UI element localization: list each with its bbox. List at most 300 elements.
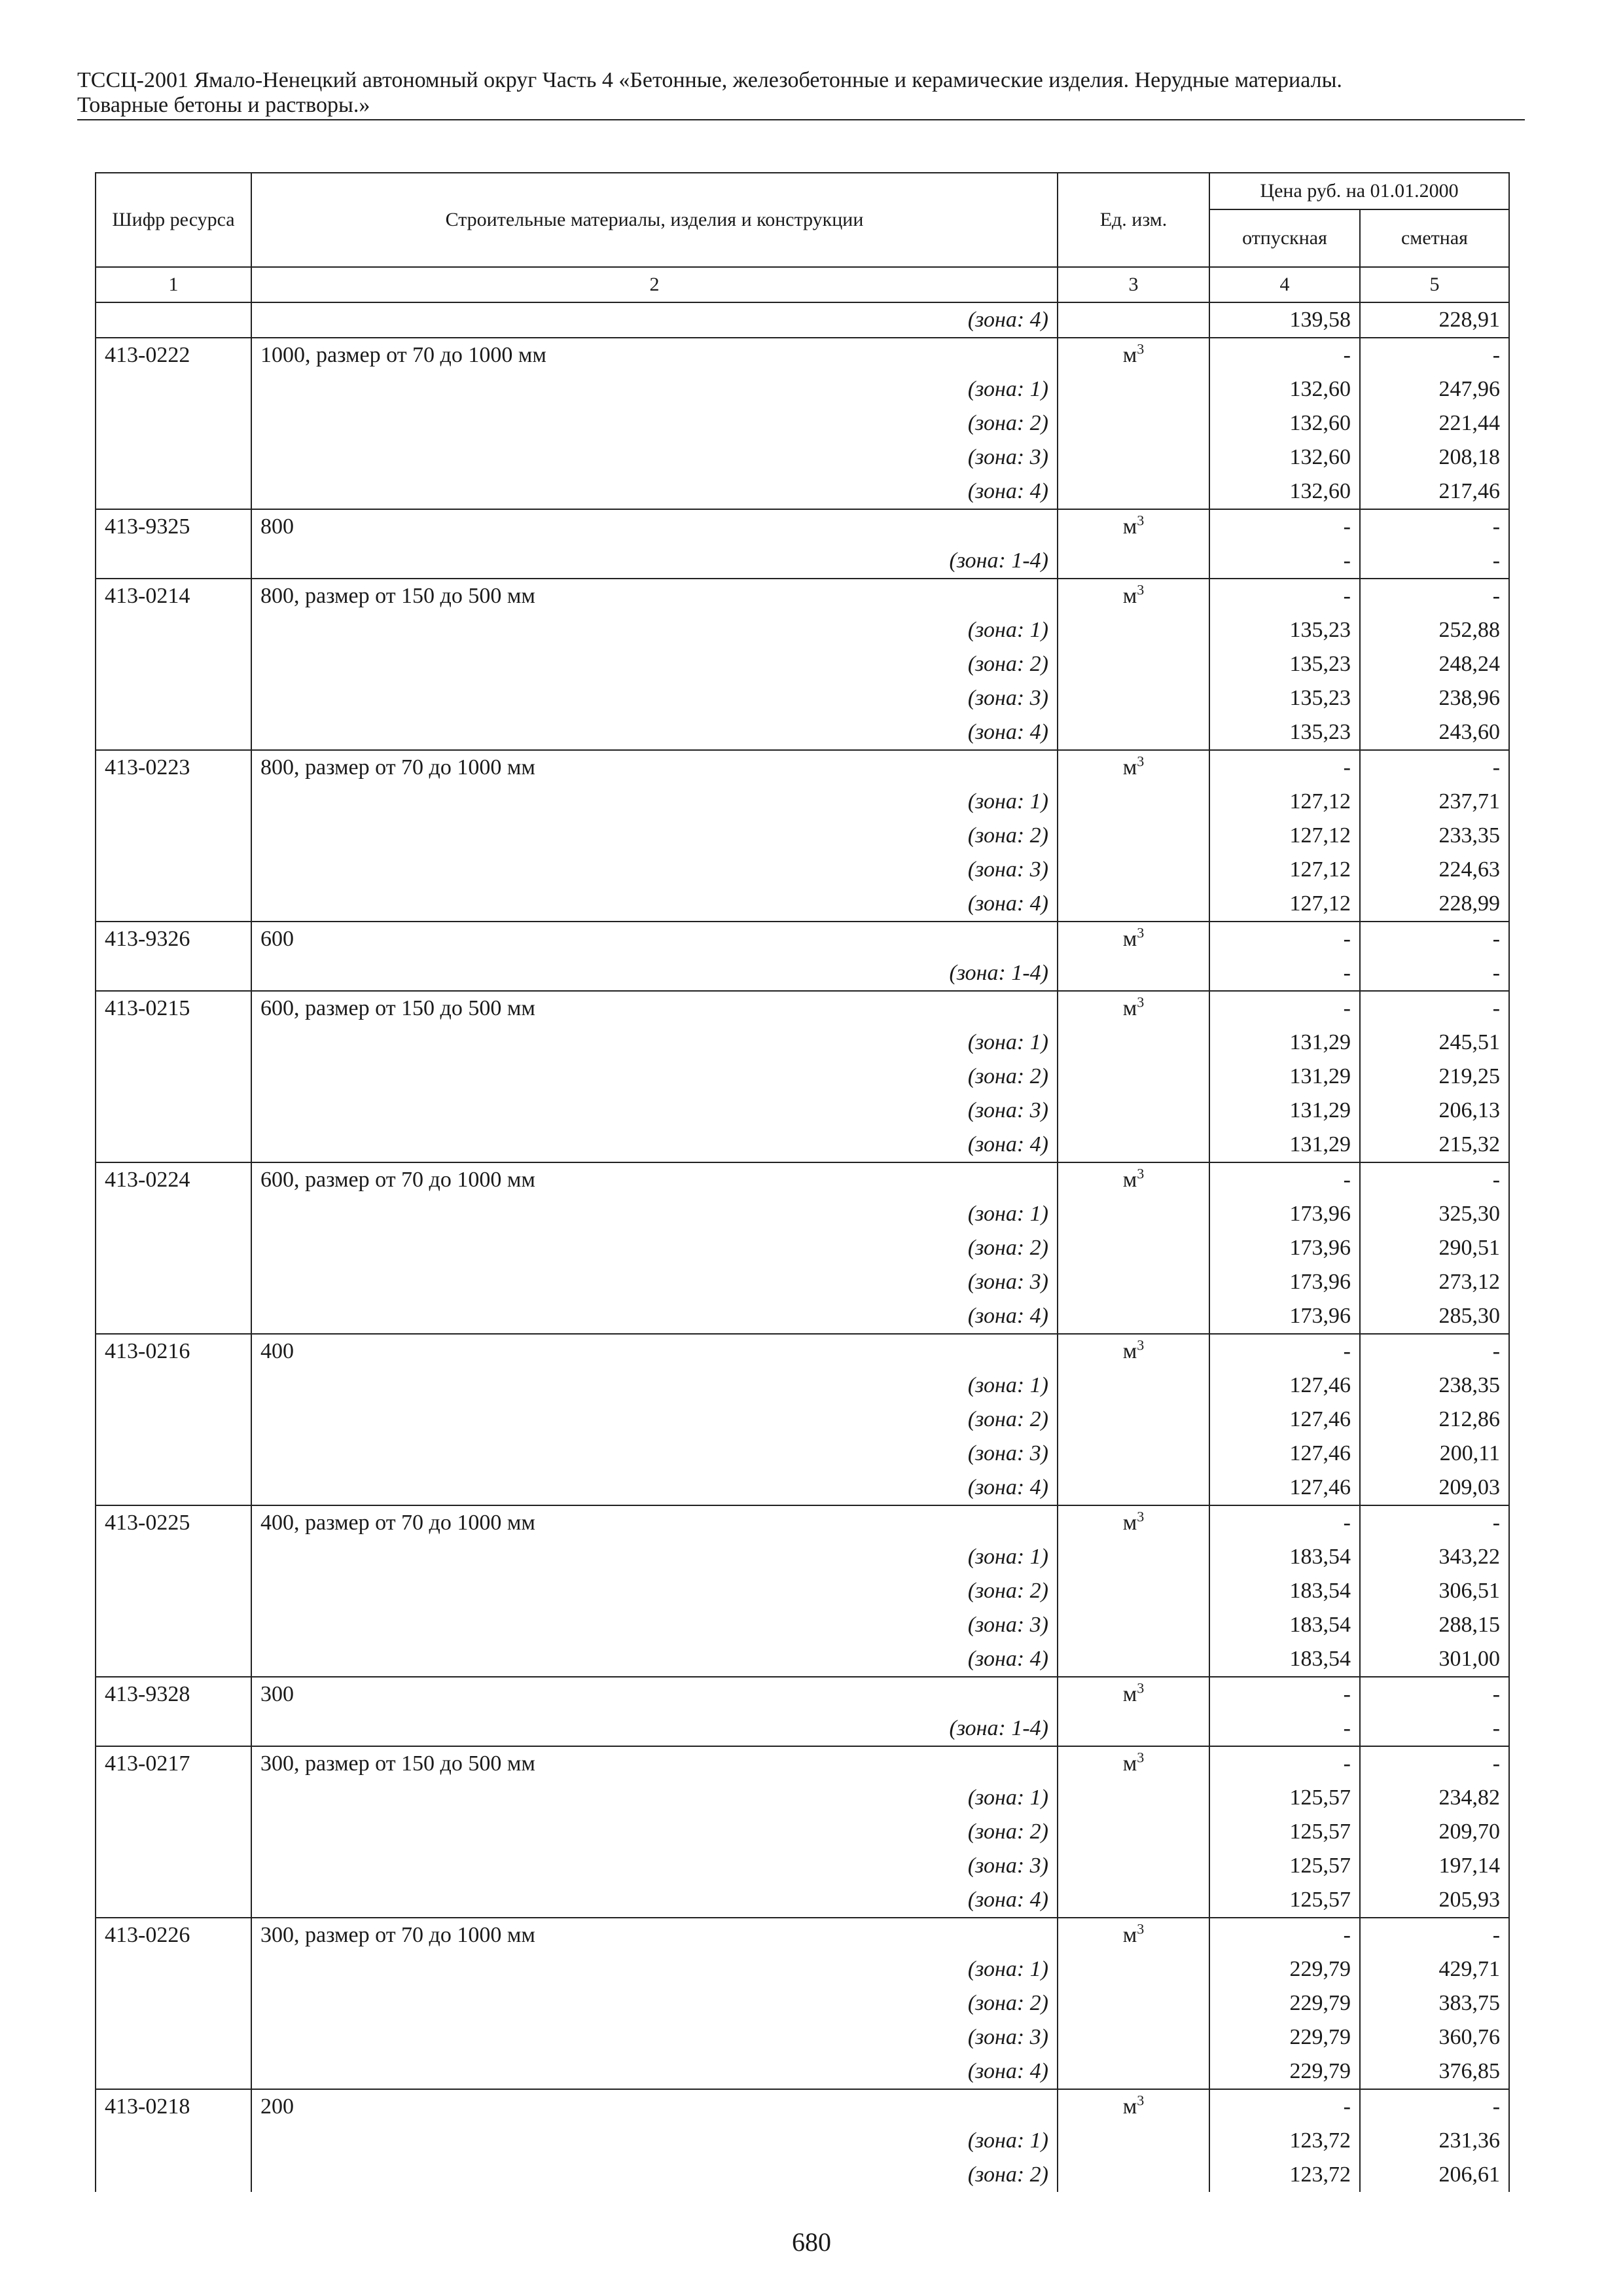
resource-code-empty	[96, 1952, 251, 1986]
unit-empty	[1058, 475, 1209, 509]
estimate-price: 221,44	[1360, 406, 1509, 440]
unit-empty	[1058, 785, 1209, 819]
unit-exponent: 3	[1137, 340, 1145, 357]
header-line-2: Товарные бетоны и растворы.»	[77, 93, 370, 117]
unit-empty	[1058, 681, 1209, 715]
estimate-price: 243,60	[1360, 715, 1509, 750]
estimate-price: 209,70	[1360, 1815, 1509, 1849]
release-price: 173,96	[1209, 1265, 1360, 1299]
zone-label: (зона: 4)	[251, 475, 1058, 509]
unit-empty	[1058, 1437, 1209, 1471]
resource-code: 413-0216	[96, 1334, 251, 1369]
estimate-price: -	[1360, 956, 1509, 991]
unit-empty	[1058, 440, 1209, 475]
unit-empty	[1058, 613, 1209, 647]
table-row	[96, 475, 1509, 509]
release-price: 127,46	[1209, 1471, 1360, 1505]
estimate-price: 209,03	[1360, 1471, 1509, 1505]
unit-empty	[1058, 647, 1209, 681]
unit-empty	[1058, 1060, 1209, 1094]
resource-code: 413-0215	[96, 991, 251, 1026]
column-number-1: 1	[96, 267, 251, 302]
estimate-price: -	[1360, 991, 1509, 1026]
resource-code: 413-0222	[96, 338, 251, 372]
release-price: -	[1209, 991, 1360, 1026]
unit-empty	[1058, 406, 1209, 440]
table-row	[96, 1299, 1509, 1334]
resource-code-empty	[96, 372, 251, 406]
resource-code-empty	[96, 302, 251, 338]
unit-exponent: 3	[1137, 1508, 1145, 1525]
unit-empty	[1058, 1712, 1209, 1746]
column-number-2: 2	[251, 267, 1058, 302]
estimate-price: 290,51	[1360, 1231, 1509, 1265]
resource-code-empty	[96, 715, 251, 750]
release-price: 131,29	[1209, 1094, 1360, 1128]
unit-cell	[1058, 579, 1209, 613]
release-price: 131,29	[1209, 1060, 1360, 1094]
table-row	[96, 372, 1509, 406]
estimate-price: -	[1360, 338, 1509, 372]
release-price: -	[1209, 1712, 1360, 1746]
material-name: 600, размер от 150 до 500 мм	[251, 991, 1058, 1026]
table-row	[96, 2054, 1509, 2089]
zone-label: (зона: 3)	[251, 2020, 1058, 2054]
unit-exponent: 3	[1137, 1679, 1145, 1696]
release-price: 135,23	[1209, 715, 1360, 750]
resource-code-empty	[96, 1403, 251, 1437]
header-code: Шифр ресурса	[96, 173, 251, 267]
unit-base: м	[1122, 927, 1137, 951]
release-price: -	[1209, 1334, 1360, 1369]
estimate-price: -	[1360, 1677, 1509, 1712]
unit-base: м	[1122, 755, 1137, 780]
table-row	[96, 1265, 1509, 1299]
unit-empty	[1058, 1299, 1209, 1334]
estimate-price: 288,15	[1360, 1608, 1509, 1642]
zone-label: (зона: 4)	[251, 715, 1058, 750]
resource-code-empty	[96, 681, 251, 715]
header-price-group: Цена руб. на 01.01.2000	[1209, 173, 1509, 209]
unit-empty	[1058, 1540, 1209, 1574]
estimate-price: -	[1360, 1162, 1509, 1197]
material-name: 300, размер от 70 до 1000 мм	[251, 1918, 1058, 1952]
zone-label: (зона: 1)	[251, 1197, 1058, 1231]
column-number-3: 3	[1058, 267, 1209, 302]
zone-label: (зона: 2)	[251, 647, 1058, 681]
resource-code-empty	[96, 2054, 251, 2089]
table-row	[96, 2124, 1509, 2158]
release-price: 183,54	[1209, 1540, 1360, 1574]
release-price: 135,23	[1209, 681, 1360, 715]
estimate-price: 200,11	[1360, 1437, 1509, 1471]
zone-label: (зона: 4)	[251, 302, 1058, 338]
release-price: -	[1209, 750, 1360, 785]
unit-empty	[1058, 1642, 1209, 1677]
resource-code: 413-0224	[96, 1162, 251, 1197]
release-price: 131,29	[1209, 1026, 1360, 1060]
release-price: 125,57	[1209, 1781, 1360, 1815]
header-unit: Ед. изм.	[1058, 173, 1209, 267]
table-row	[96, 1437, 1509, 1471]
header-estimate-price: сметная	[1360, 209, 1509, 267]
table-row	[96, 406, 1509, 440]
release-price: -	[1209, 2089, 1360, 2124]
zone-label: (зона: 2)	[251, 1815, 1058, 1849]
estimate-price: -	[1360, 509, 1509, 544]
zone-label: (зона: 2)	[251, 1986, 1058, 2020]
table-row	[96, 1505, 1509, 1540]
table-row	[96, 681, 1509, 715]
unit-empty	[1058, 372, 1209, 406]
unit-empty	[1058, 1815, 1209, 1849]
resource-code-empty	[96, 1197, 251, 1231]
table-row	[96, 1403, 1509, 1437]
resource-code-empty	[96, 2158, 251, 2192]
table-row	[96, 1162, 1509, 1197]
release-price: 127,46	[1209, 1437, 1360, 1471]
unit-exponent: 3	[1137, 1336, 1145, 1354]
unit-cell	[1058, 338, 1209, 372]
unit-empty	[1058, 1883, 1209, 1918]
estimate-price: 238,96	[1360, 681, 1509, 715]
table-row	[96, 887, 1509, 922]
zone-label: (зона: 1)	[251, 613, 1058, 647]
unit-exponent: 3	[1137, 581, 1145, 598]
resource-code-empty	[96, 647, 251, 681]
table-row	[96, 2020, 1509, 2054]
estimate-price: 360,76	[1360, 2020, 1509, 2054]
unit-empty	[1058, 2020, 1209, 2054]
estimate-price: 212,86	[1360, 1403, 1509, 1437]
resource-code: 413-0217	[96, 1746, 251, 1781]
estimate-price: 429,71	[1360, 1952, 1509, 1986]
table-row	[96, 613, 1509, 647]
release-price: 123,72	[1209, 2124, 1360, 2158]
estimate-price: 238,35	[1360, 1369, 1509, 1403]
table-row	[96, 1781, 1509, 1815]
unit-exponent: 3	[1137, 512, 1145, 529]
resource-code-empty	[96, 1883, 251, 1918]
table-row	[96, 2158, 1509, 2192]
unit-cell	[1058, 922, 1209, 956]
zone-label: (зона: 4)	[251, 1471, 1058, 1505]
table-row	[96, 853, 1509, 887]
estimate-price: -	[1360, 1334, 1509, 1369]
unit-empty	[1058, 853, 1209, 887]
estimate-price: 245,51	[1360, 1026, 1509, 1060]
release-price: 135,23	[1209, 613, 1360, 647]
unit-cell	[1058, 1505, 1209, 1540]
zone-label: (зона: 4)	[251, 2054, 1058, 2089]
unit-empty	[1058, 887, 1209, 922]
unit-cell	[1058, 1334, 1209, 1369]
release-price: 123,72	[1209, 2158, 1360, 2192]
release-price: 132,60	[1209, 440, 1360, 475]
resource-code-empty	[96, 956, 251, 991]
release-price: 127,46	[1209, 1369, 1360, 1403]
column-number-4: 4	[1209, 267, 1360, 302]
resource-code-empty	[96, 440, 251, 475]
zone-label: (зона: 1-4)	[251, 544, 1058, 579]
release-price: 229,79	[1209, 1952, 1360, 1986]
zone-label: (зона: 1)	[251, 1540, 1058, 1574]
estimate-price: 343,22	[1360, 1540, 1509, 1574]
table-row	[96, 1471, 1509, 1505]
estimate-price: -	[1360, 1746, 1509, 1781]
estimate-price: 231,36	[1360, 2124, 1509, 2158]
table-row	[96, 1574, 1509, 1608]
unit-empty	[1058, 1403, 1209, 1437]
estimate-price: 383,75	[1360, 1986, 1509, 2020]
release-price: -	[1209, 544, 1360, 579]
release-price: -	[1209, 338, 1360, 372]
table-row	[96, 1849, 1509, 1883]
estimate-price: -	[1360, 544, 1509, 579]
table-row	[96, 1197, 1509, 1231]
resource-code-empty	[96, 1540, 251, 1574]
resource-code: 413-0225	[96, 1505, 251, 1540]
unit-empty	[1058, 1986, 1209, 2020]
estimate-price: 217,46	[1360, 475, 1509, 509]
release-price: 183,54	[1209, 1642, 1360, 1677]
resource-code-empty	[96, 1026, 251, 1060]
estimate-price: -	[1360, 922, 1509, 956]
resource-code-empty	[96, 1060, 251, 1094]
unit-empty	[1058, 1608, 1209, 1642]
estimate-price: 215,32	[1360, 1128, 1509, 1162]
estimate-price: 252,88	[1360, 613, 1509, 647]
zone-label: (зона: 2)	[251, 819, 1058, 853]
unit-base: м	[1122, 1511, 1137, 1535]
release-price: 127,12	[1209, 853, 1360, 887]
unit-exponent: 3	[1137, 1749, 1145, 1766]
header-line-1: ТССЦ-2001 Ямало-Ненецкий автономный округ Часть 4 «Бетонные, железобетонные и керамические изделия. Нерудные материалы.	[77, 68, 1342, 92]
table-row	[96, 1060, 1509, 1094]
resource-code-empty	[96, 1128, 251, 1162]
resource-code-empty	[96, 1986, 251, 2020]
release-price: 173,96	[1209, 1197, 1360, 1231]
table-row	[96, 785, 1509, 819]
zone-label: (зона: 2)	[251, 1403, 1058, 1437]
release-price: -	[1209, 509, 1360, 544]
material-name: 800, размер от 70 до 1000 мм	[251, 750, 1058, 785]
resource-code-empty	[96, 2124, 251, 2158]
zone-label: (зона: 3)	[251, 1849, 1058, 1883]
unit-cell	[1058, 509, 1209, 544]
resource-code-empty	[96, 1574, 251, 1608]
release-price: 127,12	[1209, 887, 1360, 922]
zone-label: (зона: 3)	[251, 1437, 1058, 1471]
table-row	[96, 1883, 1509, 1918]
resource-code-empty	[96, 1849, 251, 1883]
table-row	[96, 544, 1509, 579]
release-price: 127,12	[1209, 819, 1360, 853]
table-row	[96, 1026, 1509, 1060]
page-number: 680	[792, 2227, 831, 2257]
unit-base: м	[1122, 584, 1137, 608]
table-row	[96, 1540, 1509, 1574]
table-row	[96, 991, 1509, 1026]
unit-base: м	[1122, 1923, 1137, 1947]
zone-label: (зона: 3)	[251, 440, 1058, 475]
table-row	[96, 647, 1509, 681]
release-price: -	[1209, 579, 1360, 613]
release-price: 125,57	[1209, 1849, 1360, 1883]
zone-label: (зона: 1-4)	[251, 956, 1058, 991]
header-name: Строительные материалы, изделия и конструкции	[251, 173, 1058, 267]
table-row	[96, 1677, 1509, 1712]
release-price: -	[1209, 1918, 1360, 1952]
estimate-price: 206,61	[1360, 2158, 1509, 2192]
release-price: 135,23	[1209, 647, 1360, 681]
estimate-price: 233,35	[1360, 819, 1509, 853]
release-price: 229,79	[1209, 1986, 1360, 2020]
table-row	[96, 715, 1509, 750]
release-price: -	[1209, 1505, 1360, 1540]
table-row	[96, 922, 1509, 956]
estimate-price: 306,51	[1360, 1574, 1509, 1608]
resource-code: 413-0214	[96, 579, 251, 613]
resource-code-empty	[96, 1815, 251, 1849]
table-row	[96, 1952, 1509, 1986]
table-header	[96, 173, 1509, 302]
table-row	[96, 1918, 1509, 1952]
unit-empty	[1058, 2158, 1209, 2192]
resource-code-empty	[96, 2020, 251, 2054]
estimate-price: 224,63	[1360, 853, 1509, 887]
zone-label: (зона: 1)	[251, 372, 1058, 406]
release-price: 173,96	[1209, 1231, 1360, 1265]
estimate-price: 197,14	[1360, 1849, 1509, 1883]
unit-empty	[1058, 302, 1209, 338]
zone-label: (зона: 1)	[251, 1026, 1058, 1060]
resource-code: 413-9325	[96, 509, 251, 544]
zone-label: (зона: 2)	[251, 406, 1058, 440]
zone-label: (зона: 1-4)	[251, 1712, 1058, 1746]
release-price: 127,12	[1209, 785, 1360, 819]
table-row	[96, 956, 1509, 991]
estimate-price: -	[1360, 750, 1509, 785]
resource-code-empty	[96, 1299, 251, 1334]
unit-empty	[1058, 1231, 1209, 1265]
unit-cell	[1058, 750, 1209, 785]
resource-code-empty	[96, 785, 251, 819]
resource-code-empty	[96, 819, 251, 853]
material-name: 600, размер от 70 до 1000 мм	[251, 1162, 1058, 1197]
estimate-price: 248,24	[1360, 647, 1509, 681]
unit-empty	[1058, 1197, 1209, 1231]
unit-exponent: 3	[1137, 924, 1145, 941]
resource-code-empty	[96, 887, 251, 922]
estimate-price: 219,25	[1360, 1060, 1509, 1094]
zone-label: (зона: 1)	[251, 785, 1058, 819]
unit-empty	[1058, 1849, 1209, 1883]
zone-label: (зона: 4)	[251, 1883, 1058, 1918]
estimate-price: 273,12	[1360, 1265, 1509, 1299]
unit-exponent: 3	[1137, 753, 1145, 770]
estimate-price: 208,18	[1360, 440, 1509, 475]
resource-code-empty	[96, 1265, 251, 1299]
material-name: 800, размер от 150 до 500 мм	[251, 579, 1058, 613]
table-row	[96, 1712, 1509, 1746]
header-release-price: отпускная	[1209, 209, 1360, 267]
zone-label: (зона: 4)	[251, 887, 1058, 922]
unit-empty	[1058, 1952, 1209, 1986]
release-price: 125,57	[1209, 1883, 1360, 1918]
estimate-price: -	[1360, 1505, 1509, 1540]
table-row	[96, 1334, 1509, 1369]
resource-code: 413-0226	[96, 1918, 251, 1952]
unit-exponent: 3	[1137, 2092, 1145, 2109]
table-row	[96, 2089, 1509, 2124]
estimate-price: 325,30	[1360, 1197, 1509, 1231]
unit-empty	[1058, 956, 1209, 991]
release-price: 127,46	[1209, 1403, 1360, 1437]
unit-empty	[1058, 1094, 1209, 1128]
price-table	[95, 172, 1510, 2192]
table-row	[96, 579, 1509, 613]
resource-code-empty	[96, 1231, 251, 1265]
estimate-price: 228,99	[1360, 887, 1509, 922]
estimate-price: 301,00	[1360, 1642, 1509, 1677]
estimate-price: -	[1360, 2089, 1509, 2124]
zone-label: (зона: 4)	[251, 1299, 1058, 1334]
resource-code-empty	[96, 1608, 251, 1642]
zone-label: (зона: 1)	[251, 1369, 1058, 1403]
estimate-price: -	[1360, 579, 1509, 613]
zone-label: (зона: 2)	[251, 1574, 1058, 1608]
resource-code-empty	[96, 1471, 251, 1505]
zone-label: (зона: 3)	[251, 681, 1058, 715]
unit-base: м	[1122, 514, 1137, 539]
resource-code-empty	[96, 1642, 251, 1677]
unit-exponent: 3	[1137, 1920, 1145, 1937]
document-header	[77, 68, 1525, 120]
table-row	[96, 1231, 1509, 1265]
resource-code-empty	[96, 1781, 251, 1815]
table-row	[96, 1128, 1509, 1162]
unit-empty	[1058, 544, 1209, 579]
unit-empty	[1058, 715, 1209, 750]
resource-code: 413-9328	[96, 1677, 251, 1712]
unit-base: м	[1122, 996, 1137, 1020]
release-price: 131,29	[1209, 1128, 1360, 1162]
release-price: -	[1209, 956, 1360, 991]
unit-empty	[1058, 1128, 1209, 1162]
table-row	[96, 1815, 1509, 1849]
resource-code-empty	[96, 475, 251, 509]
unit-empty	[1058, 1026, 1209, 1060]
release-price: 173,96	[1209, 1299, 1360, 1334]
resource-code-empty	[96, 1369, 251, 1403]
release-price: 125,57	[1209, 1815, 1360, 1849]
zone-label: (зона: 4)	[251, 1642, 1058, 1677]
resource-code-empty	[96, 613, 251, 647]
material-name: 600	[251, 922, 1058, 956]
resource-code-empty	[96, 406, 251, 440]
unit-base: м	[1122, 1168, 1137, 1192]
unit-empty	[1058, 1574, 1209, 1608]
unit-base: м	[1122, 1682, 1137, 1706]
table-row	[96, 1369, 1509, 1403]
unit-cell	[1058, 1746, 1209, 1781]
table-row	[96, 509, 1509, 544]
unit-cell	[1058, 991, 1209, 1026]
resource-code-empty	[96, 1712, 251, 1746]
unit-base: м	[1122, 343, 1137, 367]
estimate-price: 285,30	[1360, 1299, 1509, 1334]
